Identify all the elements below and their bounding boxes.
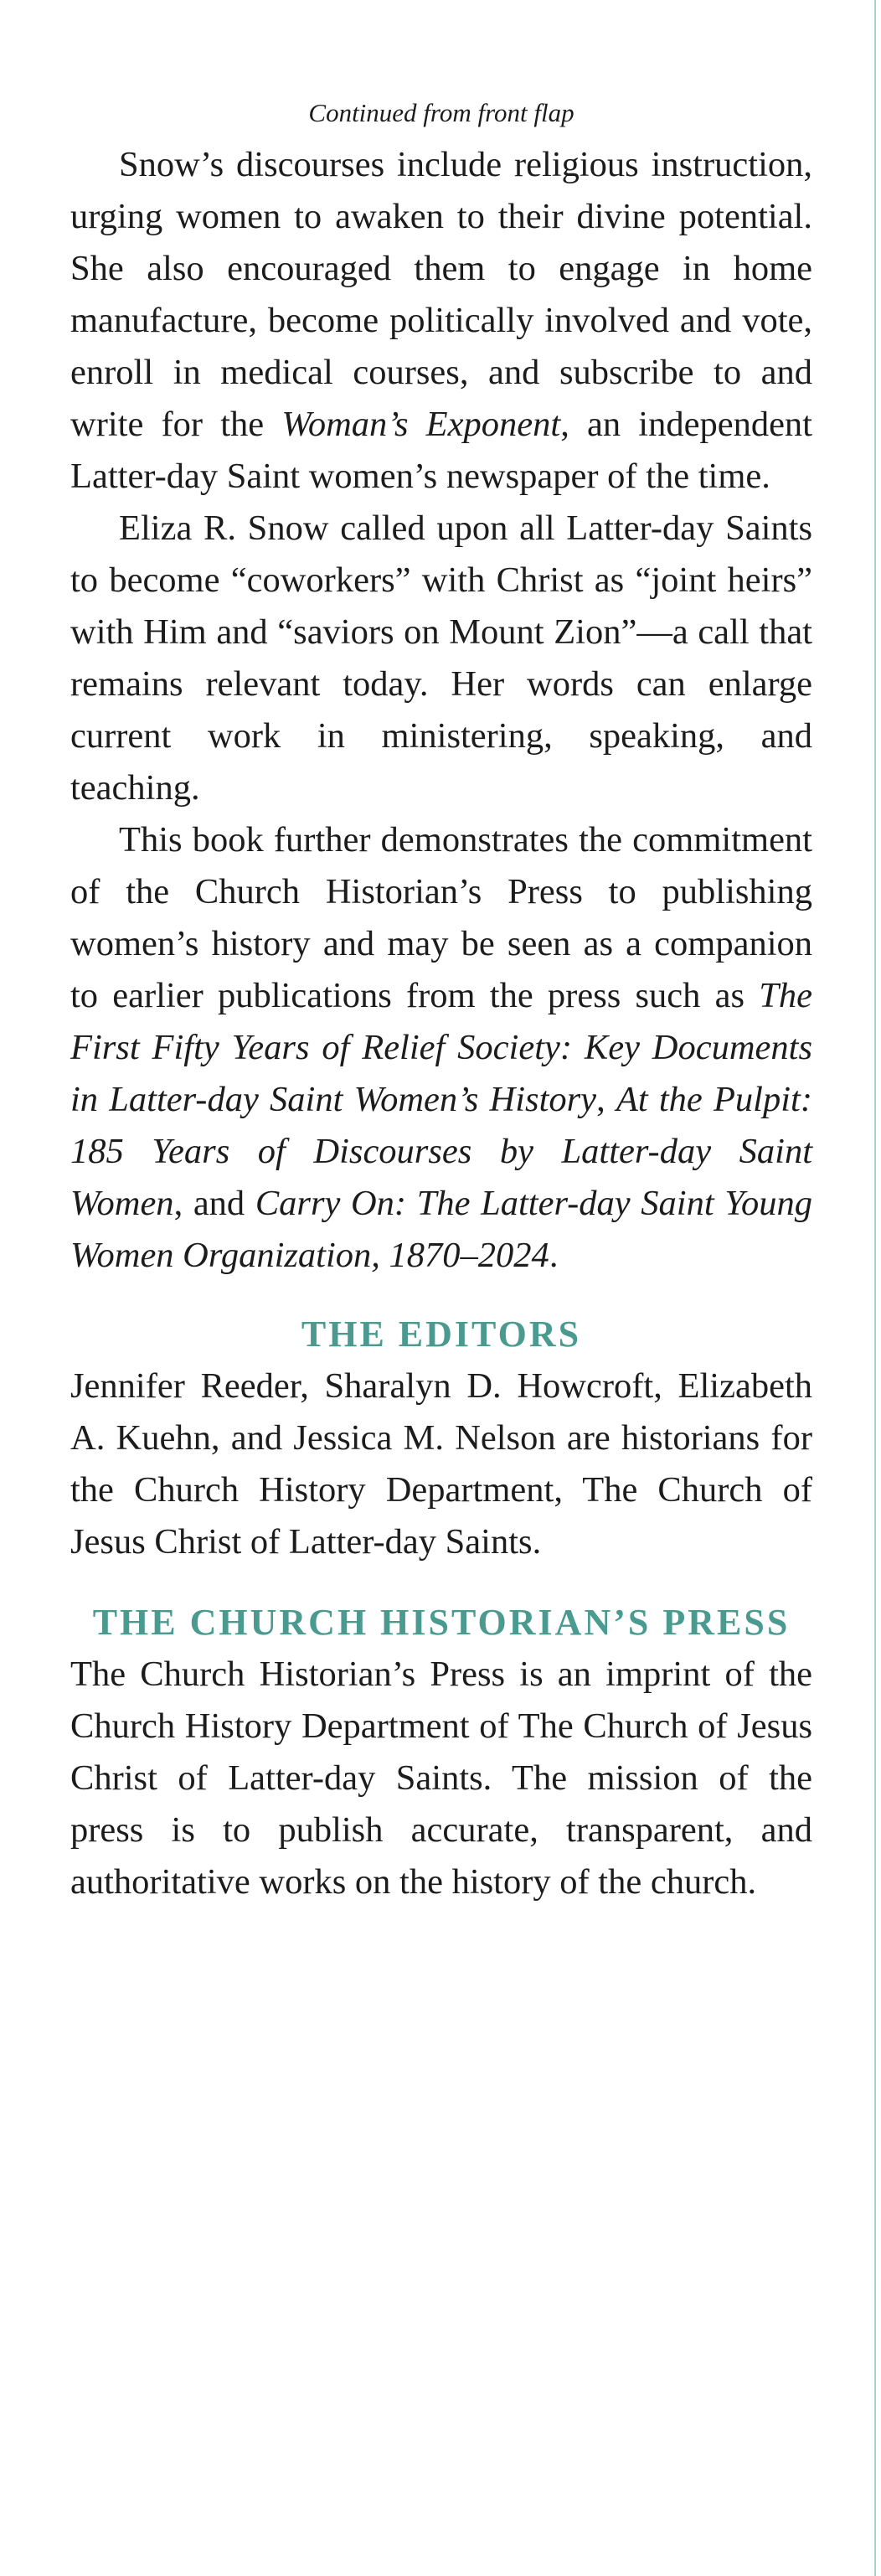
intro-p3-period: . <box>549 1236 559 1275</box>
intro-p1-text-b: , an independent Latter-day Saint women’s newspaper of the time. <box>70 405 812 496</box>
intro-p3-text-a: This book further demonstrates the commitment of the Church Historian’s Press to publishing women’s history and may be seen as a companion to earlier publications from the press such as <box>70 820 812 1015</box>
press-heading: THE CHURCH HISTORIAN’S PRESS <box>92 1602 791 1643</box>
section-spacer <box>70 1568 812 1597</box>
press-paragraph: The Church Historian’s Press is an imprint of the Church History Department of The Church of Jesus Christ of Latter-day Saints. The mission of the press is to publish accurate, transparent, and authoritative works on the history of the church. <box>70 1655 812 1902</box>
intro-p3-book-title-1: The First Fifty Years of Relief Society: Key Documents in Latter-day Saint Women’s History <box>70 976 812 1119</box>
intro-p1-publication-title: Woman’s Exponent <box>281 405 561 444</box>
intro-paragraph-2: Eliza R. Snow called upon all Latter-day Saints to become “coworkers” with Christ as “joint heirs” with Him and “saviors on Mount Zion”—a call that remains relevant today. Her words can enlarge current work in ministering, speaking, and teaching. <box>70 508 812 808</box>
editors-heading: THE EDITORS <box>301 1314 582 1355</box>
intro-p3-book-title-2: At the Pulpit: 185 Years of Discourses by Latter-day Saint Women <box>70 1080 813 1223</box>
flap-edge-line <box>874 0 876 2576</box>
intro-p3-separator-1: , <box>596 1080 616 1119</box>
editors-paragraph: Jennifer Reeder, Sharalyn D. Howcroft, Elizabeth A. Kuehn, and Jessica M. Nelson are historians for the Church History Department, The Church of Jesus Christ of Latter-day Saints. <box>70 1366 812 1562</box>
intro-p1-text-a: Snow’s discourses include religious instruction, urging women to awaken to their divine potential. She also encouraged them to engage in home manufacture, become politically involved and vote, enroll in medical courses, and subscribe to and write for the <box>70 145 812 444</box>
intro-p3-separator-2: , and <box>173 1184 255 1223</box>
intro-p3-book-title-3: Carry On: The Latter-day Saint Young Women Organization, 1870–2024 <box>70 1184 812 1275</box>
back-flap-text <box>70 87 812 1908</box>
continued-note: Continued from front flap <box>308 98 574 127</box>
intro-paragraph-1 <box>70 139 812 503</box>
section-spacer <box>70 1282 812 1309</box>
intro-paragraph-3 <box>70 814 812 1282</box>
